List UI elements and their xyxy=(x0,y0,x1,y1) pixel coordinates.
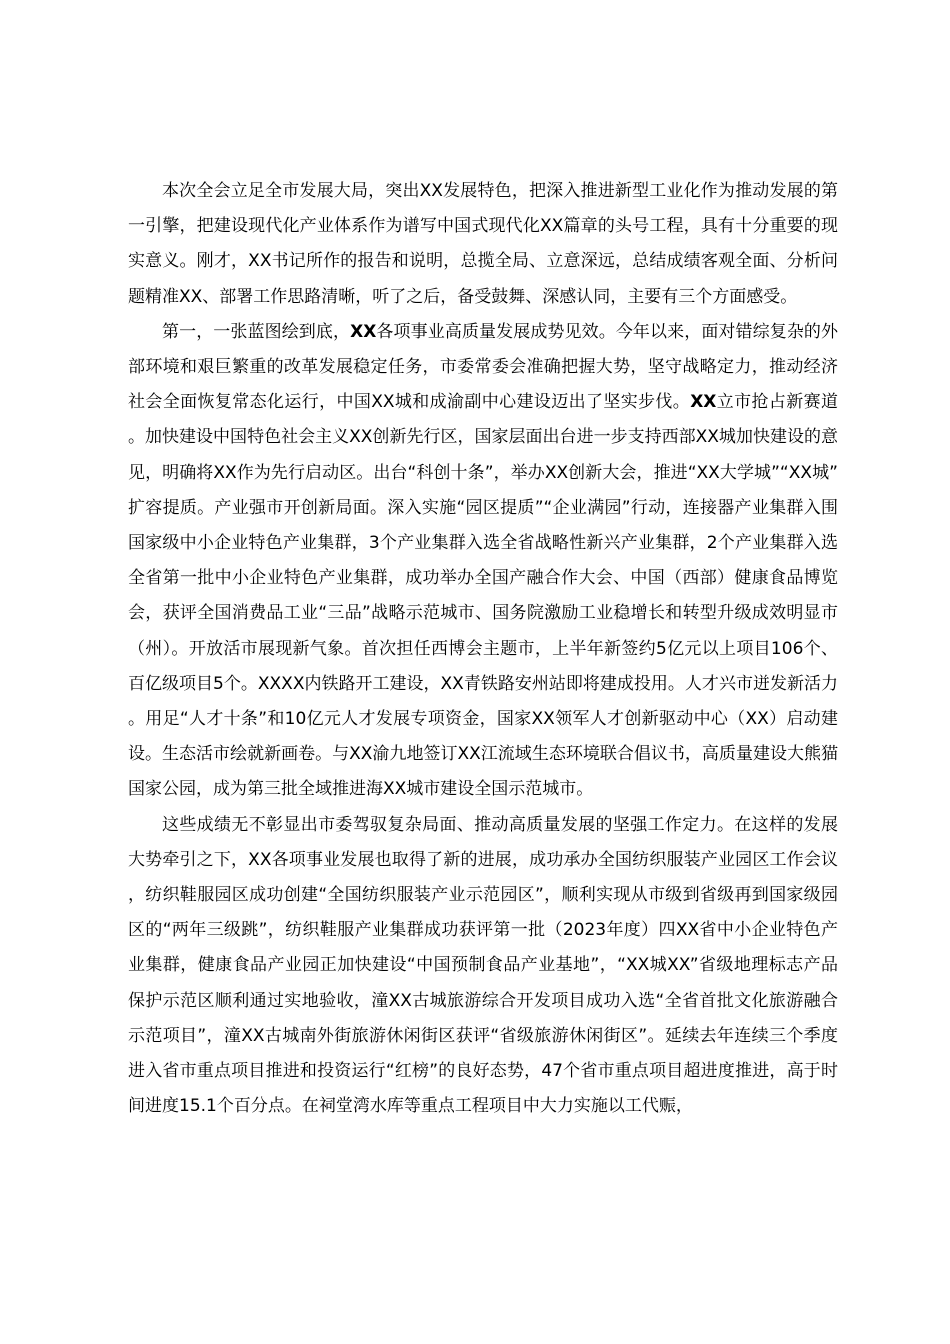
bold-text: XX xyxy=(690,392,717,413)
bold-text: XX xyxy=(350,321,377,342)
paragraph-achievements xyxy=(128,808,838,1125)
paragraph-text: 这些成绩无不彰显出市委驾驭复杂局面、推动高质量发展的坚强工作定力。在这样的发展大势牵引之下，XX各项事业发展也取得了新的进展，成功承办全国纺织服装产业园区工作会议，纺织鞋服园区成功创建“全国纺织服装产业示范园区”，顺利实现从市级到省级再到国家级园区的“两年三级跳”，纺织鞋服产业集群成功获评第一批（2023年度）四XX省中小企业特色产业集群，健康食品产业园正加快建设“中国预制食品产业基地”，“XX城XX”省级地理标志产品保护示范区顺利通过实地验收，潼XX古城旅游综合开发项目成功入选“全省首批文化旅游融合示范项目”，潼XX古城南外街旅游休闲街区获评“省级旅游休闲街区”。延续去年连续三个季度进入省市重点项目推进和投资运行“红榜”的良好态势，47个省市重点项目超进度推进，高于时间进度15.1个百分点。在祠堂湾水库等重点工程项目中大力实施以工代赈， xyxy=(128,814,838,1117)
paragraph-text: 各项事业高质量发展成势见效。今年以来，面对错综复杂的外部环境和艰巨繁重的改革发展稳定任务，市委常委会准确把握大势，坚守战略定力，推动经济社会全面恢复常态化运行，中国XX城和成渝副中心建设迈出了坚实步伐。 xyxy=(128,321,839,413)
paragraph-text: 第一，一张蓝图绘到底， xyxy=(162,321,351,342)
paragraph-text: 立市抢占新赛道。加快建设中国特色社会主义XX创新先行区，国家层面出台进一步支持西部XX城加快建设的意见，明确将XX作为先行启动区。出台“科创十条”，举办XX创新大会，推进“XX大学城”“XX城”扩容提质。产业强市开创新局面。深入实施“园区提质”“企业满园”行动，连接器产业集群入围国家级中小企业特色产业集群，3个产业集群入选全省战略性新兴产业集群，2个产业集群入选全省第一批中小企业特色产业集群，成功举办全国产融合作大会、中国（西部）健康食品博览会，获评全国消费品工业“三品”战略示范城市、国务院激励工业稳增长和转型升级成效明显市（州）。开放活市展现新气象。首次担任西博会主题市，上半年新签约5亿元以上项目106个、百亿级项目5个。XXXX内铁路开工建设，XX青铁路安州站即将建成投用。人才兴市迸发新活力。用足“人才十条”和10亿元人才发展专项资金，国家XX领军人才创新驱动中心（XX）启动建设。生态活市绘就新画卷。与XX渝九地签订XX江流域生态环境联合倡议书，高质量建设大熊猫国家公园，成为第三批全域推进海XX城市建设全国示范城市。 xyxy=(128,392,839,800)
paragraph-first-point xyxy=(128,315,838,808)
paragraph-text: 本次全会立足全市发展大局，突出XX发展特色，把深入推进新型工业化作为推动发展的第一引擎，把建设现代化产业体系作为谱写中国式现代化XX篇章的头号工程，具有十分重要的现实意义。刚才，XX书记所作的报告和说明，总揽全局、立意深远，总结成绩客观全面、分析问题精准XX、部署工作思路清晰，听了之后，备受鼓舞、深感认同，主要有三个方面感受。 xyxy=(128,181,838,307)
paragraph-opening xyxy=(128,174,838,315)
document-page xyxy=(128,174,838,1124)
